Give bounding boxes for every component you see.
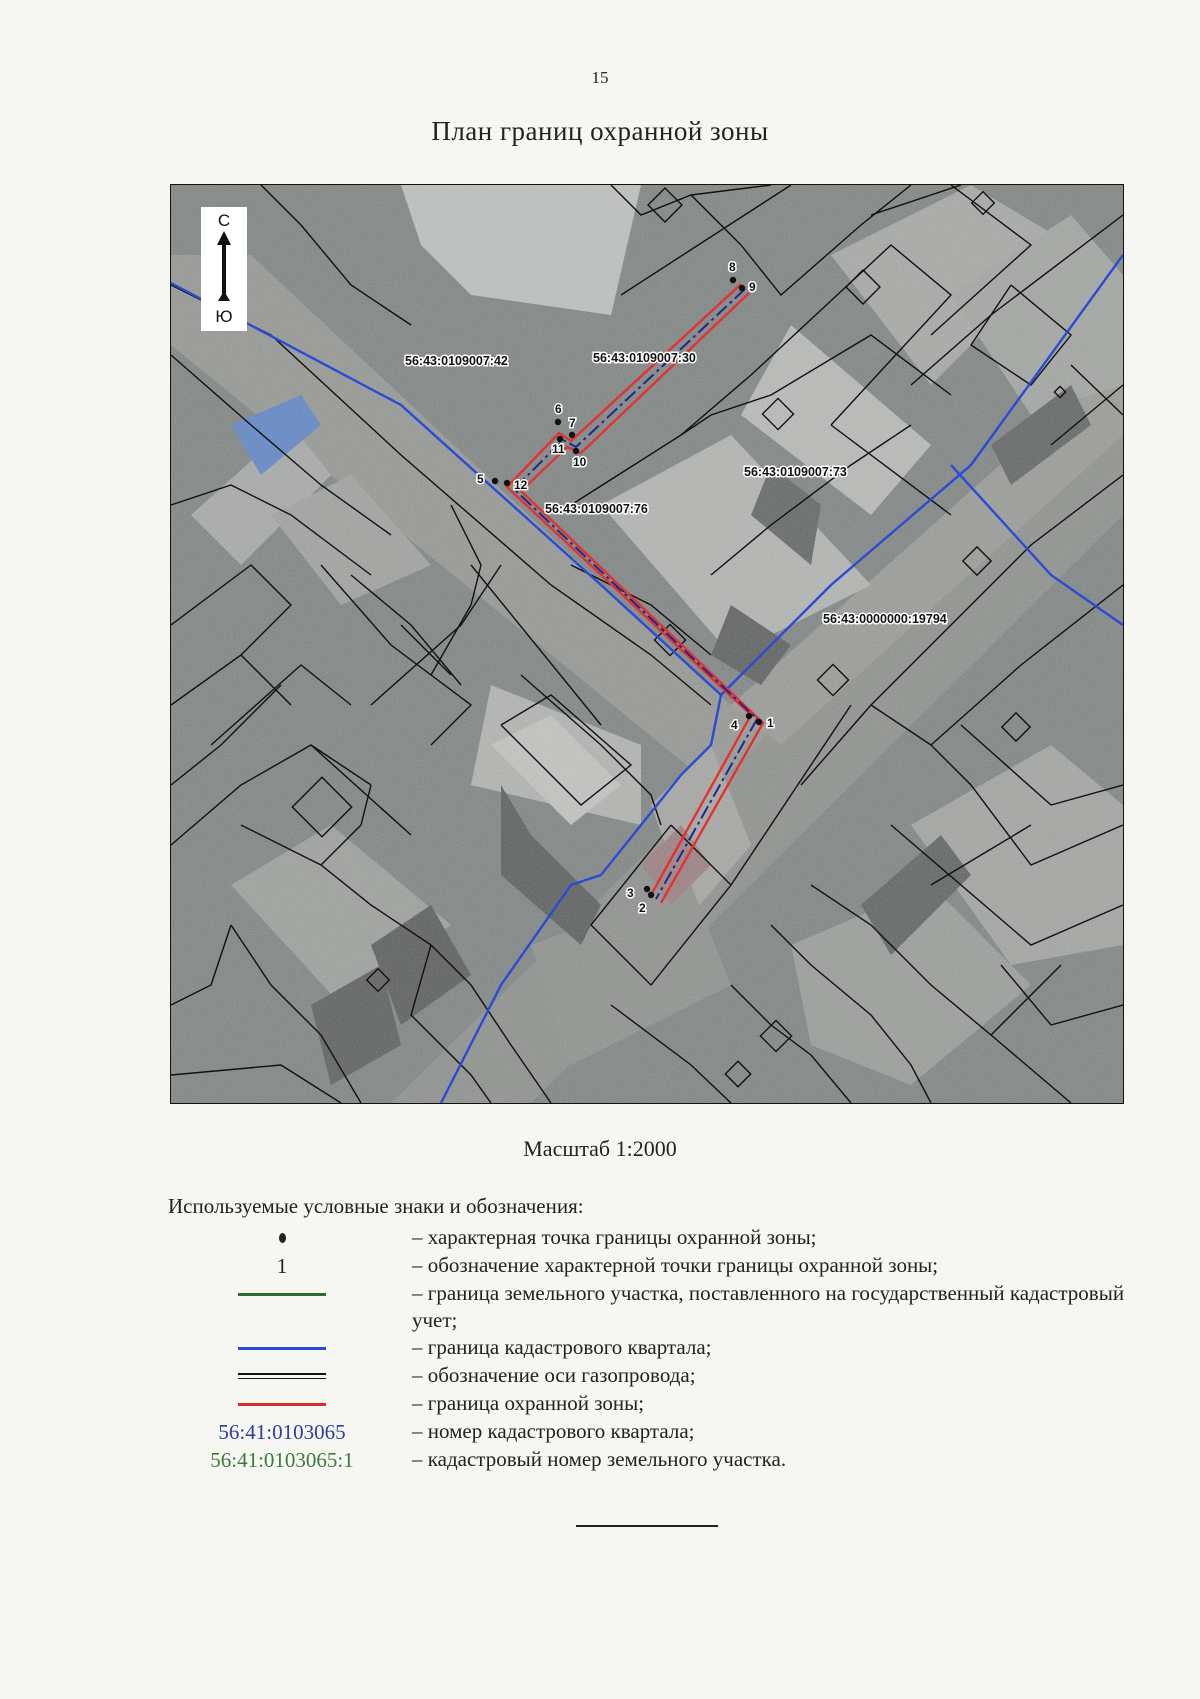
point-marker [739, 285, 745, 291]
point-marker [504, 480, 510, 486]
parcel-boundary-line-icon [238, 1293, 326, 1296]
point-label-9: 9 [749, 280, 756, 294]
legend-symbol: 1 [276, 1254, 288, 1278]
legend-text: – номер кадастрового квартала; [412, 1419, 695, 1443]
separator-line [576, 1525, 718, 1527]
legend-row [168, 1362, 1128, 1390]
protection-zone-line-icon [238, 1403, 326, 1406]
legend-row [168, 1224, 1128, 1252]
point-label-7: 7 [569, 416, 576, 430]
legend-symbol: 56:41:0103065:1 [210, 1448, 354, 1472]
point-marker [492, 478, 498, 484]
satellite-imagery [171, 185, 1123, 1103]
legend-text: – обозначение оси газопровода; [412, 1363, 696, 1387]
point-marker [555, 419, 561, 425]
compass-south-label: Ю [215, 307, 233, 326]
point-label-11: 11 [552, 442, 565, 456]
point-label-12: 12 [514, 478, 528, 492]
parcel-label: 56:43:0000000:19794 [823, 612, 947, 626]
legend-row [168, 1390, 1128, 1418]
legend-symbol [168, 1390, 396, 1418]
legend-symbol [168, 1334, 396, 1362]
map-frame [170, 184, 1124, 1104]
legend-symbol [168, 1280, 396, 1308]
north-arrow [201, 207, 247, 331]
legend-row [168, 1252, 1128, 1280]
point-marker [644, 886, 650, 892]
point-label-8: 8 [729, 260, 736, 274]
point-marker [730, 277, 736, 283]
point-label-2: 2 [639, 901, 646, 915]
point-marker [756, 719, 762, 725]
north-arrow-icon [213, 231, 235, 307]
legend-row [168, 1446, 1128, 1474]
point-label-4: 4 [731, 718, 738, 732]
legend [168, 1224, 1128, 1474]
parcel-label: 56:43:0109007:73 [744, 465, 847, 479]
axis-line-top [238, 1373, 326, 1375]
legend-symbol: 56:41:0103065 [218, 1420, 346, 1444]
quarter-boundary-line-icon [238, 1347, 326, 1350]
parcel-label: 56:43:0109007:76 [545, 502, 648, 516]
axis-line-bottom [238, 1378, 326, 1380]
point-label-3: 3 [627, 886, 634, 900]
page-title: План границ охранной зоны [431, 116, 769, 146]
point-label-5: 5 [477, 472, 484, 486]
legend-row [168, 1418, 1128, 1446]
compass-north-label: С [217, 211, 231, 230]
legend-title: Используемые условные знаки и обозначения: [168, 1194, 584, 1218]
page-number: 15 [591, 68, 609, 87]
point-label-6: 6 [555, 402, 562, 416]
legend-symbol [168, 1224, 396, 1252]
point-dot-icon [279, 1233, 286, 1243]
legend-text: – обозначение характерной точки границы охранной зоны; [412, 1253, 939, 1277]
scale-caption: Масштаб 1:2000 [523, 1136, 677, 1161]
pipeline-axis-line-icon [238, 1373, 326, 1379]
legend-text: – характерная точка границы охранной зоны; [412, 1225, 817, 1249]
legend-text: – граница охранной зоны; [412, 1391, 645, 1415]
legend-row [168, 1280, 1128, 1334]
legend-text: – граница земельного участка, поставленного на государственный кадастровый учет; [412, 1281, 1125, 1332]
parcel-label: 56:43:0109007:42 [405, 354, 508, 368]
legend-symbol [168, 1362, 396, 1390]
point-label-1: 1 [767, 716, 774, 730]
point-marker [569, 432, 575, 438]
legend-row [168, 1334, 1128, 1362]
point-marker [746, 713, 752, 719]
point-marker [573, 448, 579, 454]
point-label-10: 10 [573, 455, 587, 469]
legend-text: – граница кадастрового квартала; [412, 1335, 712, 1359]
legend-text: – кадастровый номер земельного участка. [412, 1447, 787, 1471]
map-canvas [171, 185, 1123, 1103]
parcel-label: 56:43:0109007:30 [593, 351, 696, 365]
point-marker [648, 892, 654, 898]
